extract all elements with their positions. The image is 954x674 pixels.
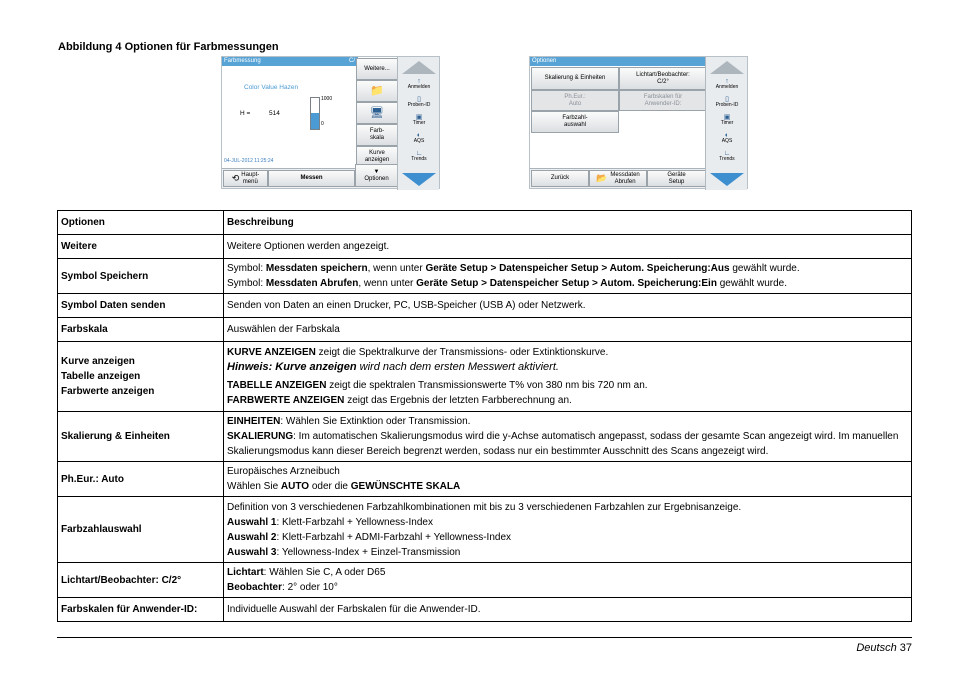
option-name: Lichtart/Beobachter: C/2° [58, 563, 224, 598]
option-name [58, 342, 224, 412]
farbzahlauswahl-button[interactable]: Farbzahl- auswahl [531, 111, 619, 133]
table-row [58, 497, 912, 563]
screen-title-unit: C/ [349, 58, 355, 64]
nav-anmelden[interactable] [709, 78, 745, 90]
text-bold: Geräte Setup > Datenspeicher Setup > Autom. Speicherung:Ein [416, 278, 717, 289]
description-line: Definition von 3 verschiedenen Farbzahlkombinationen mit bis zu 3 verschiedenen Farbzahlen zur Ergebnisanzeige. [227, 501, 742, 513]
screen-farbmessung [221, 56, 440, 189]
scroll-down-icon[interactable] [402, 173, 436, 186]
nav-proben-label: Proben-ID [715, 102, 739, 108]
text-bold: Beobachter [227, 582, 283, 593]
sample-icon: ▯ [725, 96, 729, 103]
text-bold: Auswahl 1 [227, 516, 277, 528]
header-optionen: Optionen [58, 211, 224, 235]
weitere-button[interactable]: Weitere... [356, 58, 398, 80]
messen-button[interactable]: Messen [268, 170, 355, 187]
text: zeigt die Spektralkurve der Transmissions- oder Extinktionskurve. [315, 347, 609, 358]
option-description: Auswählen der Farbskala [224, 318, 912, 342]
bottom-bar [530, 168, 707, 188]
kurve-anzeigen-button[interactable]: Kurve anzeigen [356, 146, 398, 168]
nav-proben-label: Proben-ID [407, 102, 431, 108]
option-description: Weitere Optionen werden angezeigt. [224, 235, 912, 259]
text-bold: Messdaten speichern [265, 263, 368, 274]
header-beschreibung: Beschreibung [224, 211, 912, 235]
text: gewählt wurde. [716, 278, 787, 289]
scroll-up-icon[interactable] [402, 61, 436, 74]
hint-line [227, 360, 908, 375]
option-description [224, 497, 912, 563]
text-bold: Auswahl 2 [227, 531, 277, 543]
option-description: Senden von Daten an einen Drucker, PC, USB-Speicher (USB A) oder Netzwerk. [224, 294, 912, 318]
table-row [58, 598, 912, 622]
text: : 2° oder 10° [282, 582, 338, 593]
farbskalen-anwender-button[interactable]: Farbskalen für Anwender-ID: [619, 90, 707, 111]
text-bold: Auswahl 3 [227, 546, 277, 558]
table-row [58, 259, 912, 294]
description-line [227, 393, 908, 408]
option-name-line: Kurve anzeigen [61, 356, 135, 367]
text: oder die [309, 481, 351, 492]
save-data-button[interactable] [356, 80, 398, 102]
nav-trends[interactable] [401, 150, 437, 162]
option-description [224, 563, 912, 598]
hint-label: Hinweis: Kurve anzeigen [227, 361, 357, 373]
gauge-fill [311, 113, 319, 129]
option-name-line: Farbwerte anzeigen [61, 386, 155, 397]
hauptmenue-label: Haupt- menü [241, 171, 260, 185]
login-icon: ↑ [725, 78, 729, 85]
timer-icon: ▣ [415, 114, 423, 121]
description-line [227, 545, 908, 560]
login-icon: ↑ [417, 78, 421, 85]
table-row [58, 412, 912, 462]
text: : Klett-Farbzahl + ADMI-Farbzahl + Yellowness-Index [276, 531, 512, 543]
text: gewählt wurde. [729, 263, 800, 274]
optionen-button[interactable] [355, 164, 398, 187]
trends-icon: ∟ [723, 150, 731, 157]
nav-aqs[interactable] [401, 132, 437, 144]
table-row [58, 342, 912, 412]
measured-value: 514 [269, 110, 280, 117]
text: : Im automatischen Skalierungsmodus wird die y-Achse automatisch angepasst, sodass der gesamte Scan angezeigt wird. Im manuellen Skalierungsmodus kann dieser Bereich begrenzt werden, sodass nur ein bestimmter Ausschnitt des Scans angezeigt wird. [227, 431, 899, 457]
nav-timer-label: Timer [412, 120, 426, 126]
option-description [224, 462, 912, 497]
computer-send-icon: 🖥 [370, 106, 384, 119]
nav-aqs-label: AQS [413, 138, 425, 144]
lichtart-button[interactable]: Lichtart/Beobachter: C/2° [619, 67, 707, 90]
nav-anmelden-label: Anmelden [407, 84, 431, 90]
text-bold: AUTO [280, 481, 310, 492]
page-number: 37 [899, 642, 912, 654]
option-description: Individuelle Auswahl der Farbskalen für die Anwender-ID. [224, 598, 912, 622]
table-row [58, 462, 912, 497]
option-description [224, 342, 912, 412]
text: : Klett-Farbzahl + Yellowness-Index [276, 516, 433, 528]
option-description [224, 259, 912, 294]
option-name: Skalierung & Einheiten [58, 412, 224, 462]
geraete-setup-button[interactable]: Geräte Setup [647, 170, 706, 187]
text-bold: TABELLE ANZEIGEN [227, 380, 327, 391]
side-nav [705, 57, 747, 190]
description-line [227, 565, 908, 580]
text-bold: Lichtart [227, 567, 264, 578]
text: Wählen Sie [227, 481, 281, 492]
timestamp: 04-JUL-2012 11:25:24 [224, 158, 274, 164]
text: : Wählen Sie Extinktion oder Transmission. [280, 416, 471, 427]
skalierung-button[interactable]: Skalierung & Einheiten [531, 67, 619, 90]
folder-open-icon: 📂 [596, 172, 608, 183]
table-header-row [58, 211, 912, 235]
text: Symbol: [227, 263, 266, 274]
side-nav [397, 57, 439, 190]
option-name: Farbzahlauswahl [58, 497, 224, 563]
gauge-max: 1000 [321, 96, 333, 102]
nav-anmelden-label: Anmelden [715, 84, 739, 90]
screen-title-bar [222, 57, 358, 66]
screen-title-bar [530, 57, 707, 66]
text-bold: GEWÜNSCHTE SKALA [350, 481, 461, 492]
description-line [227, 414, 908, 429]
text: Symbol: [227, 278, 266, 289]
scroll-down-icon[interactable] [710, 173, 744, 186]
figure-caption: Abbildung 4 Optionen für Farbmessungen [58, 41, 279, 53]
description-line [227, 530, 908, 545]
zurueck-button[interactable]: Zurück [531, 170, 589, 187]
table-row [58, 235, 912, 259]
text: zeigt die spektralen Transmissionswerte T% von 380 nm bis 720 nm an. [326, 380, 648, 391]
footer-rule [57, 637, 912, 638]
messdaten-abrufen-label: Messdaten Abrufen [610, 171, 640, 185]
option-name: Farbskala [58, 318, 224, 342]
nav-proben-id[interactable] [401, 96, 437, 108]
option-name: Farbskalen für Anwender-ID: [58, 598, 224, 622]
text-bold: KURVE ANZEIGEN [227, 347, 316, 358]
options-table [57, 210, 912, 622]
aqs-icon: ◐ [416, 132, 422, 139]
table-row [58, 318, 912, 342]
text-bold: FARBWERTE ANZEIGEN [227, 395, 345, 406]
text: , wenn unter [367, 263, 426, 274]
optionen-label: Optionen [364, 175, 389, 182]
trends-icon: ∟ [415, 150, 423, 157]
description-line [227, 276, 908, 291]
text: : Wählen Sie C, A oder D65 [263, 567, 386, 578]
folder-save-icon: 📁 [370, 84, 384, 97]
aqs-icon: ◐ [724, 132, 730, 139]
bottom-bar [222, 168, 399, 188]
page-footer [856, 642, 912, 654]
value-name: H = [240, 110, 251, 117]
text: zeigt das Ergebnis der letzten Farbberechnung an. [344, 395, 572, 406]
text: , wenn unter [358, 278, 417, 289]
nav-timer[interactable] [401, 114, 437, 126]
nav-aqs[interactable] [709, 132, 745, 144]
text: : Yellowness-Index + Einzel-Transmission [276, 546, 461, 558]
nav-proben-id[interactable] [709, 96, 745, 108]
nav-timer[interactable] [709, 114, 745, 126]
option-name-line: Tabelle anzeigen [61, 371, 141, 382]
option-name: Symbol Speichern [58, 259, 224, 294]
text-bold: SKALIERUNG [227, 431, 294, 442]
option-name: Symbol Daten senden [58, 294, 224, 318]
description-line [227, 429, 908, 459]
text-bold: Messdaten Abrufen [265, 278, 359, 289]
farbskala-button[interactable]: Farb- skala [356, 124, 398, 146]
nav-trends-label: Trends [411, 156, 427, 162]
nav-timer-label: Timer [720, 120, 734, 126]
description-line [227, 378, 908, 393]
sample-icon: ▯ [417, 96, 421, 103]
text-bold: EINHEITEN [227, 416, 281, 427]
value-gauge [310, 97, 320, 130]
nav-anmelden[interactable] [401, 78, 437, 90]
hint-text: wird nach dem ersten Messwert aktiviert. [356, 361, 559, 373]
description-line: Europäisches Arzneibuch [227, 466, 340, 477]
back-arrow-icon: ⟲ [231, 172, 240, 183]
messdaten-abrufen-button[interactable] [589, 170, 647, 187]
table-row [58, 294, 912, 318]
description-line [227, 479, 908, 494]
nav-trends[interactable] [709, 150, 745, 162]
text-bold: Geräte Setup > Datenspeicher Setup > Autom. Speicherung:Aus [425, 263, 730, 274]
color-value-label: Color Value Hazen [244, 84, 299, 91]
table-row [58, 563, 912, 598]
gauge-min: 0 [321, 121, 324, 127]
option-description [224, 412, 912, 462]
description-line [227, 515, 908, 530]
triangle-down-icon: ▼ [373, 168, 380, 175]
option-name: Ph.Eur.: Auto [58, 462, 224, 497]
pheur-button[interactable]: Ph.Eur.: Auto [531, 90, 619, 111]
scroll-up-icon[interactable] [710, 61, 744, 74]
screen-optionen [529, 56, 748, 189]
timer-icon: ▣ [723, 114, 731, 121]
screen-title: Optionen [532, 58, 557, 64]
nav-trends-label: Trends [719, 156, 735, 162]
nav-aqs-label: AQS [721, 138, 733, 144]
description-line [227, 580, 908, 595]
footer-language: Deutsch [856, 642, 897, 654]
description-line [227, 345, 908, 360]
description-line [227, 261, 908, 276]
hauptmenue-button[interactable] [223, 170, 268, 187]
screen-title: Farbmessung [224, 58, 261, 64]
option-name: Weitere [58, 235, 224, 259]
send-data-button[interactable] [356, 102, 398, 124]
